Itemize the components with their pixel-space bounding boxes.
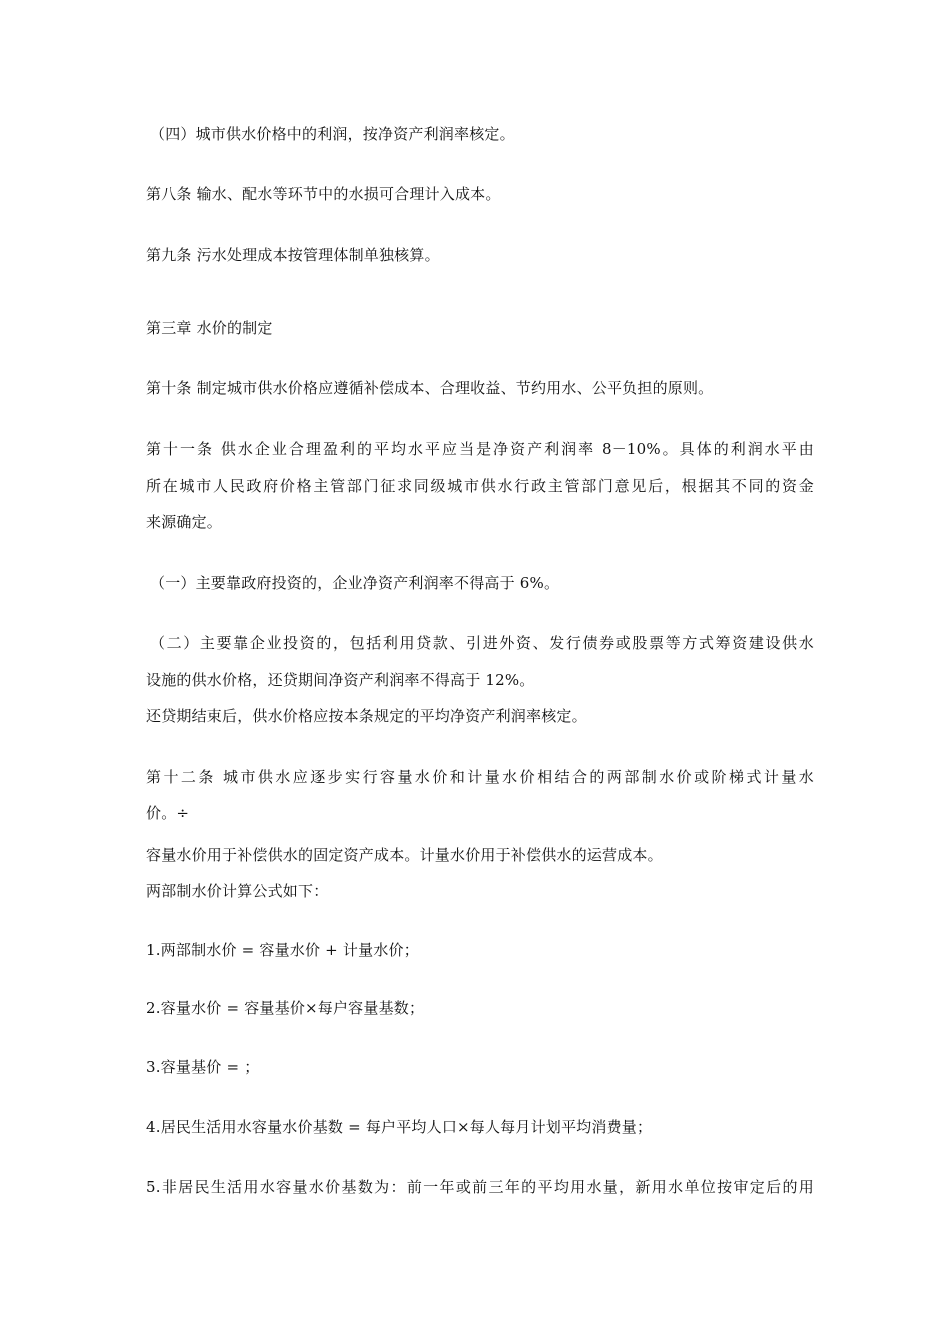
- article-11-line-3: 来源确定。: [146, 513, 223, 531]
- article-10: 第十条 制定城市供水价格应遵循补偿成本、合理收益、节约用水、公平负担的原则。: [146, 379, 714, 397]
- formula-5: 5.非居民生活用水容量水价基数为：前一年或前三年的平均用水量，新用水单位按审定后的用: [146, 1178, 814, 1196]
- article-12-line-1: 第十二条 城市供水应逐步实行容量水价和计量水价相结合的两部制水价或阶梯式计量水: [146, 768, 814, 786]
- article-11-item-2-line-3: 还贷期结束后，供水价格应按本条规定的平均净资产利润率核定。: [146, 707, 587, 725]
- article-11-line-1: 第十一条 供水企业合理盈利的平均水平应当是净资产利润率 8－10%。具体的利润水平由: [146, 440, 814, 458]
- capacity-price-explanation: 容量水价用于补偿供水的固定资产成本。计量水价用于补偿供水的运营成本。: [146, 846, 663, 864]
- formula-1: 1.两部制水价 = 容量水价 + 计量水价；: [146, 941, 419, 959]
- article-9: 第九条 污水处理成本按管理体制单独核算。: [146, 246, 440, 264]
- article-11-item-1: （一）主要靠政府投资的，企业净资产利润率不得高于 6%。: [150, 574, 560, 592]
- article-11-item-2-line-1: （二）主要靠企业投资的，包括利用贷款、引进外资、发行债券或股票等方式筹资建设供水: [150, 634, 814, 652]
- chapter-3-heading: 第三章 水价的制定: [146, 319, 273, 337]
- article-12-line-2: 价。÷: [146, 804, 190, 822]
- formula-2: 2.容量水价 = 容量基价×每户容量基数；: [146, 999, 425, 1017]
- formula-4: 4.居民生活用水容量水价基数 = 每户平均人口×每人每月计划平均消费量；: [146, 1118, 653, 1136]
- article-11-item-2-line-2: 设施的供水价格，还贷期间净资产利润率不得高于 12%。: [146, 671, 535, 689]
- formula-intro: 两部制水价计算公式如下：: [146, 882, 329, 900]
- formula-3: 3.容量基价 = ；: [146, 1058, 260, 1076]
- article-8: 第八条 输水、配水等环节中的水损可合理计入成本。: [146, 185, 501, 203]
- article-11-line-2: 所在城市人民政府价格主管部门征求同级城市供水行政主管部门意见后，根据其不同的资金: [146, 477, 814, 495]
- clause-4-profit: （四）城市供水价格中的利润，按净资产利润率核定。: [150, 125, 515, 143]
